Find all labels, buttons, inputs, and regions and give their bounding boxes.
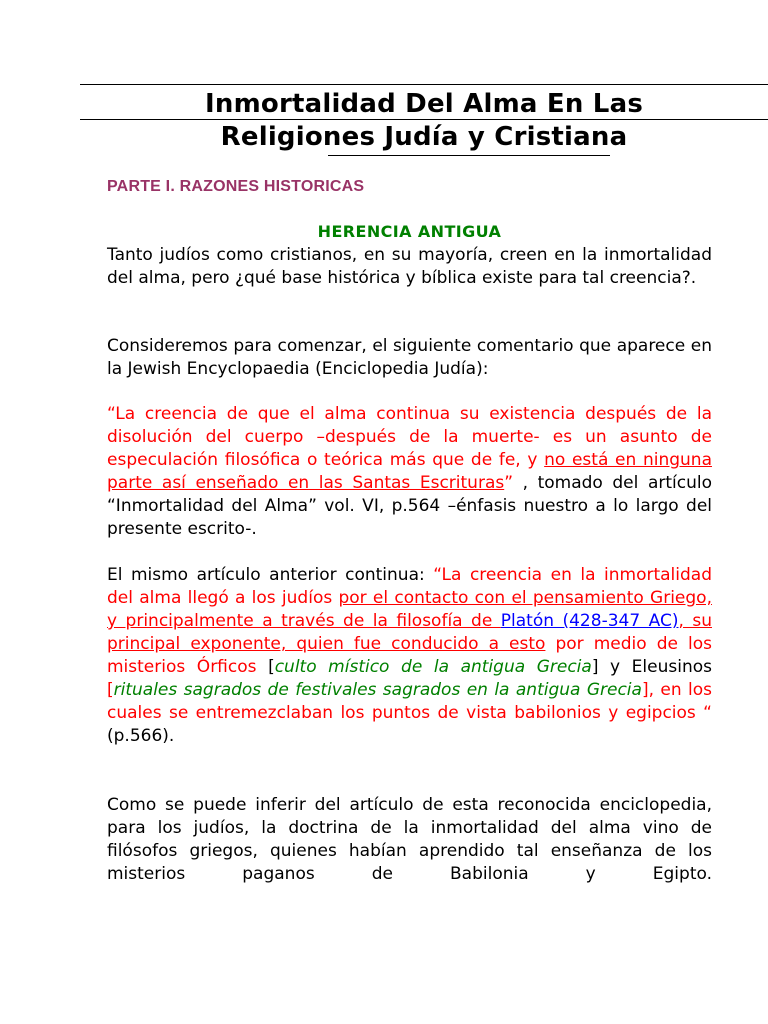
title-line-2: Religiones Judía y Cristiana (220, 122, 628, 152)
section-heading: HERENCIA ANTIGUA (317, 222, 502, 241)
title-underline-rule (328, 155, 610, 156)
bracket-open-1: [ (268, 657, 275, 677)
paragraph-4 (107, 564, 712, 748)
top-rule (80, 84, 768, 85)
paragraph-5: Como se puede inferir del artículo de esta reconocida enciclopedia, para los judíos, la doctrina de la inmortalidad del alma vino de filósofos griegos, quienes habían aprendido tal enseñanza de los misterios paganos de Babilonia y Egipto. (107, 795, 712, 884)
p4-quote-underlined-1: por el contacto con el pensamiento Griego, y principalmente a través de la filosofía de (107, 588, 712, 631)
p4-eleusinos: y Eleusinos (598, 657, 712, 677)
p4-quote-start: “La creencia en la inmortalidad del alma llegó a los judíos (107, 565, 713, 608)
p4-intro: El mismo artículo anterior continua: (107, 565, 434, 585)
p4-quote-end: , en los cuales se entremezclaban los puntos de vista babilonios y egipcios “ (107, 680, 712, 723)
paragraph-2: Consideremos para comenzar, el siguiente comentario que aparece en la Jewish Encyclopaedia (Enciclopedia Judía): (107, 336, 712, 379)
note-rituales-sagrados: rituales sagrados de festivales sagrados en la antigua Grecia (113, 680, 642, 700)
quote-text: “La creencia de que el alma continua su existencia después de la disolución del cuerpo –después de la muerte- es un asunto de especulación filosófica o teórica más que de fe, y (107, 404, 712, 470)
p4-quote-underlined-2: , su principal exponente, quien fue conducido a esto (107, 611, 712, 654)
platon-link[interactable]: Platón (428-347 AC) (500, 611, 679, 631)
bracket-open-2: [ (107, 680, 114, 700)
document-title (80, 88, 768, 154)
part-heading: PARTE I. RAZONES HISTORICAS (107, 178, 365, 195)
citation-text: , tomado del artículo “Inmortalidad del Alma” vol. VI, p.564 –énfasis nuestro a lo largo del presente escrito-. (107, 473, 712, 539)
bracket-close-2: ] (641, 680, 649, 700)
p4-page-ref: (p.566). (107, 726, 175, 746)
quote-close: ” (504, 473, 514, 493)
paragraph-3 (107, 403, 712, 541)
paragraph-1: Tanto judíos como cristianos, en su mayoría, creen en la inmortalidad del alma, pero ¿qué base histórica y bíblica existe para tal creencia?. (107, 245, 712, 288)
title-line-1: Inmortalidad Del Alma En Las (205, 89, 643, 119)
bracket-close-1: ] (591, 657, 599, 677)
p4-quote-orficos: por medio de los misterios Órficos (107, 634, 712, 677)
note-culto-mistico: culto místico de la antigua Grecia (274, 657, 592, 677)
quote-emphasis: no está en ninguna parte así enseñado en las Santas Escrituras (107, 450, 712, 493)
